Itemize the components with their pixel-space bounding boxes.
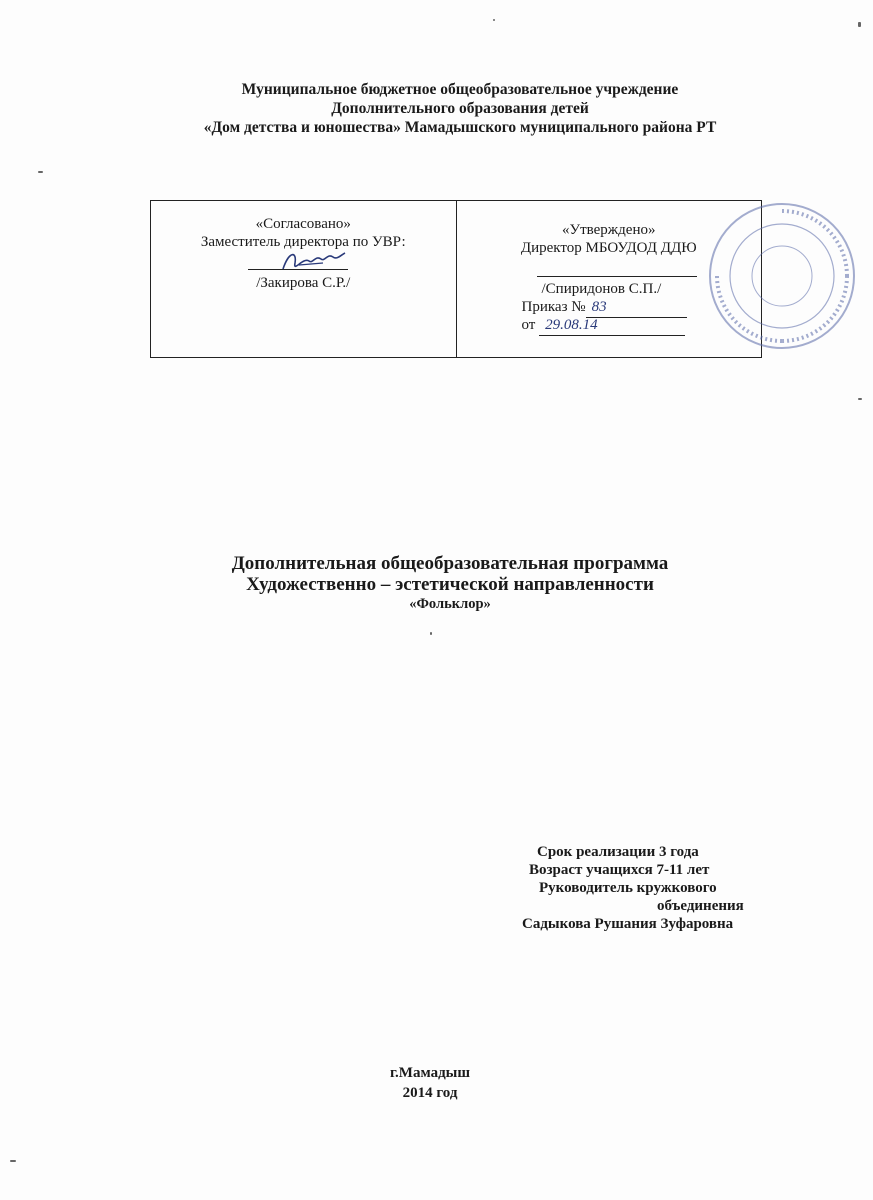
year: 2014 год (402, 1085, 458, 1101)
program-title (100, 553, 800, 613)
agreed-cell (151, 201, 457, 357)
order-date-line (522, 316, 686, 336)
order-date-value: 29.08.14 (539, 316, 685, 336)
agreed-name: /Закирова С.Р./ (256, 275, 351, 291)
document-footer (330, 1063, 530, 1103)
scan-speck (858, 398, 862, 400)
scan-speck (858, 22, 861, 27)
scan-speck (430, 632, 432, 635)
program-title-line-1: Дополнительная общеобразовательная программа (231, 553, 669, 574)
leader-title-line-1: Руководитель кружкового (539, 880, 717, 896)
approval-table (150, 200, 762, 358)
program-name: «Фольклор» (409, 596, 491, 612)
institution-header (80, 80, 840, 137)
scan-speck (38, 171, 43, 173)
order-number: 83 (586, 298, 687, 318)
header-line-1: Муниципальное бюджетное общеобразовательное учреждение (241, 81, 679, 98)
approved-name: /Спиридонов С.П./ (541, 281, 662, 297)
header-line-3: «Дом детства и юношества» Мамадышского муниципального района РТ (203, 119, 717, 136)
approved-cell (457, 201, 762, 357)
header-line-2: Дополнительного образования детей (331, 100, 589, 117)
student-age: Возраст учащихся 7-11 лет (529, 862, 710, 878)
scan-speck (10, 1160, 16, 1162)
order-date-label: от (521, 317, 536, 333)
order-line (522, 298, 687, 318)
approved-position: Директор МБОУДОД ДДЮ (520, 240, 697, 256)
agreed-position: Заместитель директора по УВР: (200, 234, 406, 250)
agreed-signature-icon (279, 247, 349, 277)
leader-name: Садыкова Рушания Зуфаровна (522, 916, 734, 932)
approved-heading: «Утверждено» (561, 222, 656, 238)
order-label: Приказ № (521, 299, 586, 315)
approved-signature-line (537, 276, 697, 277)
city: г.Мамадыш (389, 1065, 471, 1081)
leader-title-line-2: объединения (657, 898, 744, 914)
program-title-line-2: Художественно – эстетической направленности (246, 574, 654, 595)
program-term: Срок реализации 3 года (537, 844, 699, 860)
agreed-heading: «Согласовано» (255, 216, 351, 232)
scan-speck (493, 19, 495, 21)
